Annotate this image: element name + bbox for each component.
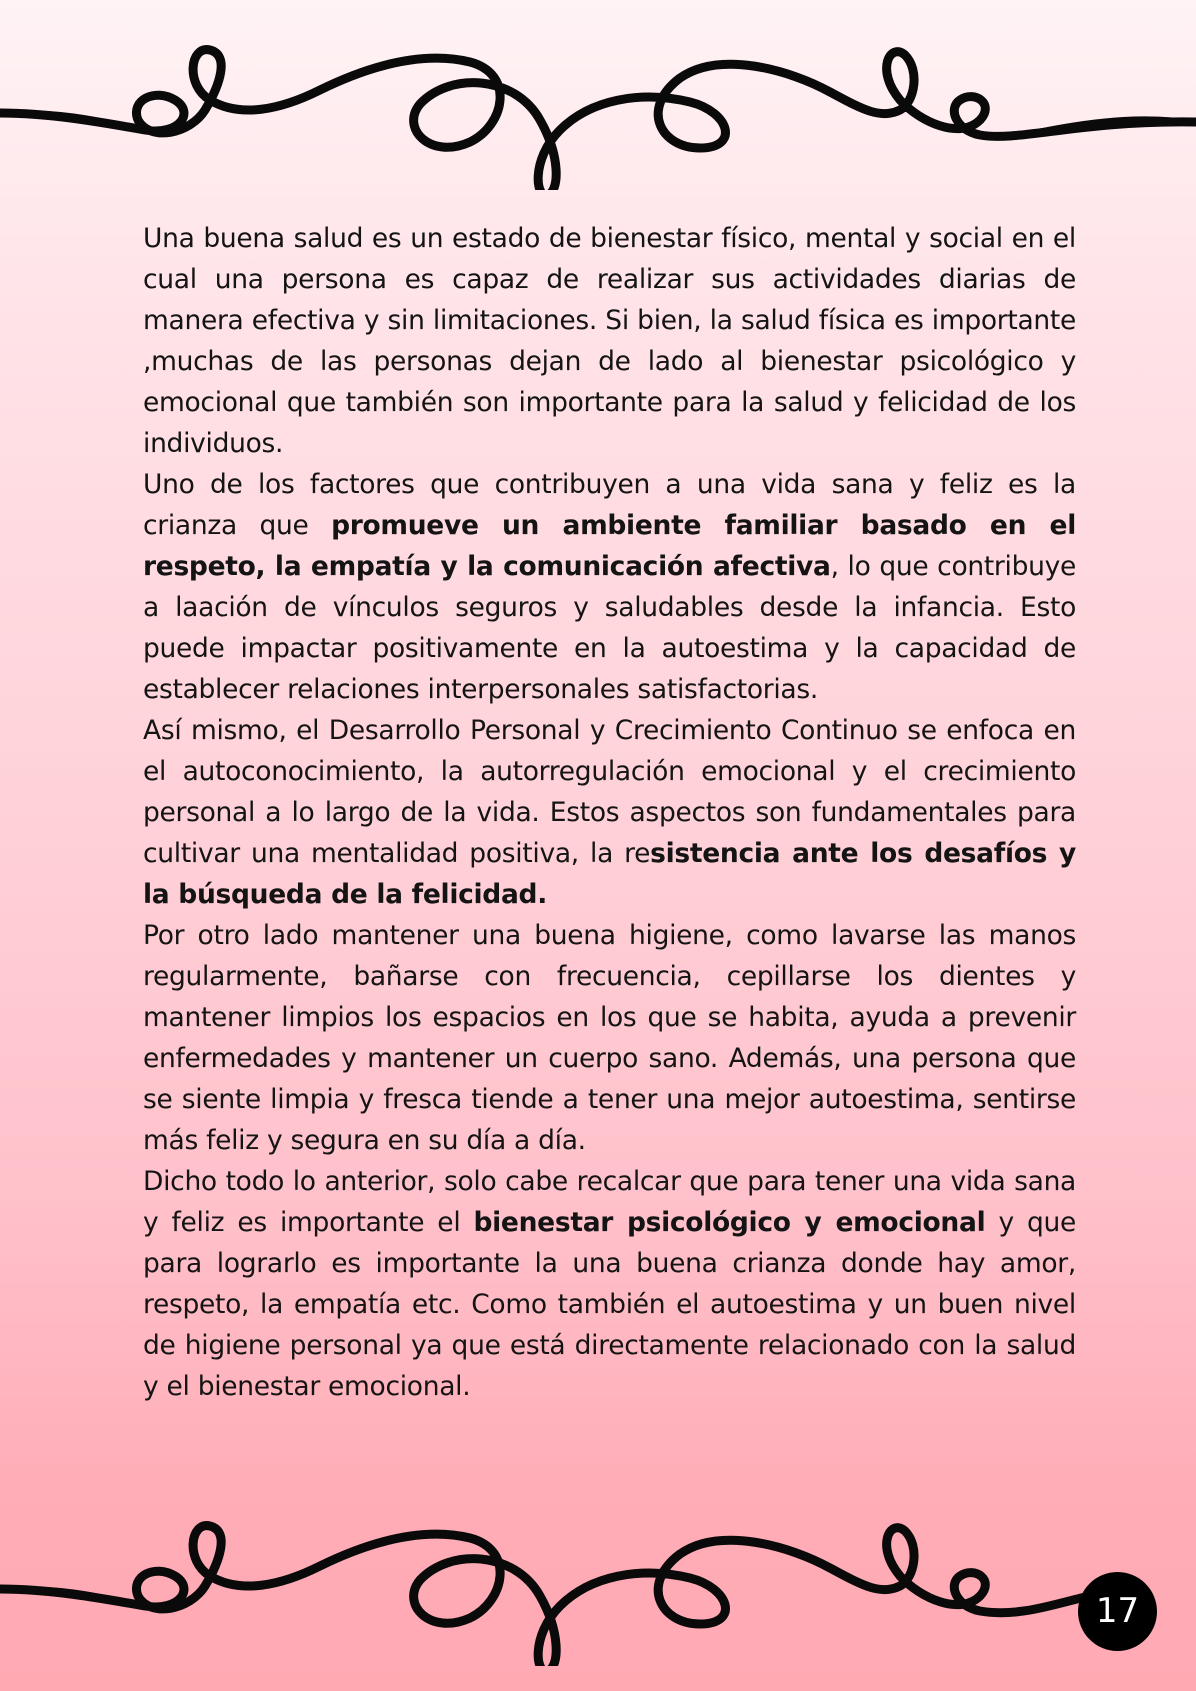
paragraph-2-bold-text: promueve un ambiente familiar basado en el respeto, la empatía y la comunicación afectiva bbox=[143, 510, 1076, 582]
page-number: 17 bbox=[1095, 1591, 1140, 1631]
paragraph-3-text-1: Así mismo, el Desarrollo Personal y Crecimiento Continuo se enfoca en el autoconocimiento, la autorregulación emocional y el crecimiento personal a lo largo de la vida. Estos aspectos son fundamentales para cultivar una mentalidad positiva, la re bbox=[143, 715, 1076, 869]
top-swirl-ornament bbox=[0, 30, 1196, 190]
paragraph-2 bbox=[143, 464, 1076, 710]
paragraph-3 bbox=[143, 710, 1076, 915]
paragraph-5-text-2: y que para lograrlo es importante la una buena crianza donde hay amor, respeto, la empatía etc. Como también el autoestima y un buen nivel de higiene personal ya que está directamente relacionado con la salud y el bienestar emocional. bbox=[143, 1207, 1076, 1402]
paragraph-1 bbox=[143, 218, 1076, 464]
paragraph-3-bold-text: sistencia ante los desafíos y la búsqueda de la felicidad. bbox=[143, 838, 1076, 910]
paragraph-2-text-2: , lo que contribuye a laación de vínculos seguros y saludables desde la infancia. Esto puede impactar positivamente en la autoestima y la capacidad de establecer relaciones interpersonales satisfactorias. bbox=[143, 551, 1076, 705]
paragraph-4 bbox=[143, 915, 1076, 1161]
paragraph-5-bold-text: bienestar psicológico y emocional bbox=[473, 1207, 986, 1238]
paragraph-2-text-1: Uno de los factores que contribuyen a una vida sana y feliz es la crianza que bbox=[143, 469, 1076, 541]
paragraph-4-text-1: Por otro lado mantener una buena higiene, como lavarse las manos regularmente, bañarse con frecuencia, cepillarse los dientes y mantener limpios los espacios en los que se habita, ayuda a prevenir enfermedades y mantener un cuerpo sano. Además, una persona que se siente limpia y fresca tiende a tener una mejor autoestima, sentirse más feliz y segura en su día a día. bbox=[143, 920, 1076, 1156]
paragraph-1-text-1: Una buena salud es un estado de bienestar físico, mental y social en el cual una persona es capaz de realizar sus actividades diarias de manera efectiva y sin limitaciones. Si bien, la salud física es importante ,muchas de las personas dejan de lado al bienestar psicológico y emocional que también son importante para la salud y felicidad de los individuos. bbox=[143, 223, 1076, 459]
page-number-badge bbox=[1078, 1572, 1157, 1651]
paragraph-5 bbox=[143, 1161, 1076, 1407]
bottom-swirl-ornament bbox=[0, 1506, 1196, 1666]
paragraph-5-text-1: Dicho todo lo anterior, solo cabe recalcar que para tener una vida sana y feliz es importante el bbox=[143, 1166, 1076, 1238]
body-text bbox=[143, 218, 1076, 1407]
